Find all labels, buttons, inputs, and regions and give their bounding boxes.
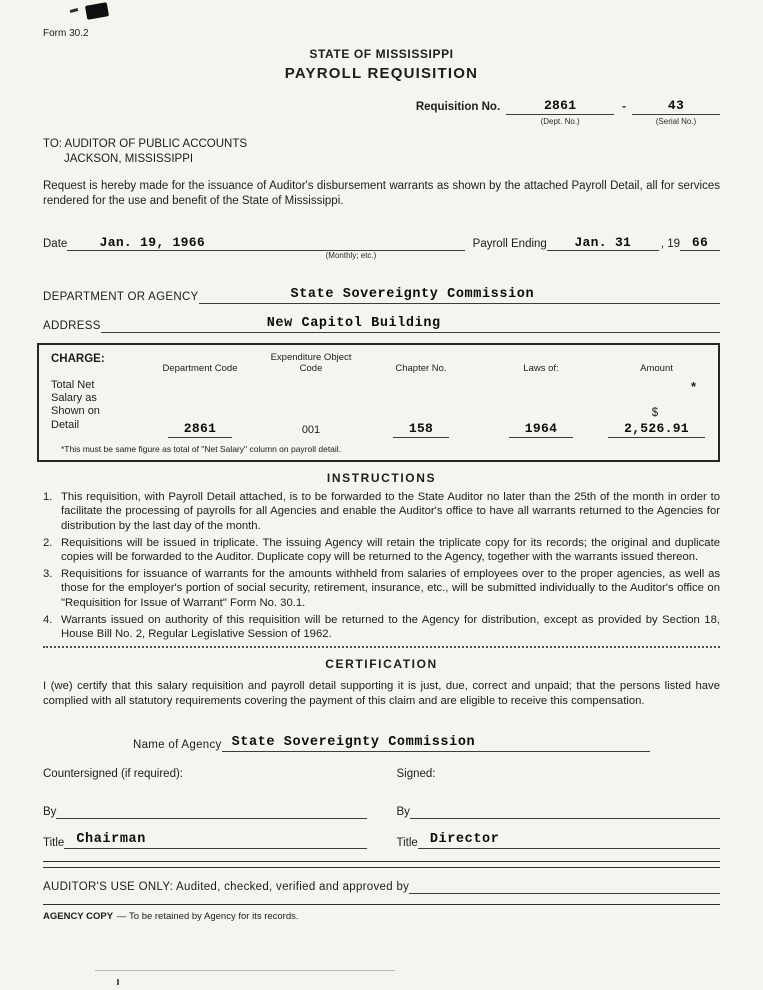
title-row	[43, 832, 720, 849]
dept-no-field	[506, 98, 614, 127]
expenditure-code-value: 001	[301, 424, 321, 437]
payroll-ending-value: Jan. 31	[574, 235, 632, 251]
title-right-value: Director	[429, 832, 500, 848]
by-left	[43, 802, 367, 819]
address-row	[43, 316, 720, 333]
scan-artifact-bottom-line	[95, 970, 395, 971]
monthly-caption: (Monthly; etc.)	[325, 251, 377, 261]
dept-code-cell	[145, 393, 255, 438]
instruction-3-number: 3.	[43, 568, 53, 581]
request-paragraph: Request is hereby made for the issuance of Auditor's disbursement warrants as shown by the attached Payroll Detail, all for services rendered for the use and benefit of the State of Mississippi.	[43, 179, 720, 208]
instruction-item-4	[43, 613, 720, 641]
date-value: Jan. 19, 1966	[99, 235, 205, 251]
payroll-ending-field	[547, 235, 659, 251]
date-field	[67, 235, 237, 251]
charge-box	[37, 343, 720, 462]
instruction-1-number: 1.	[43, 491, 53, 504]
requisition-no-separator: -	[622, 101, 626, 113]
instruction-2-number: 2.	[43, 536, 53, 549]
serial-no-field	[632, 98, 720, 127]
chapter-no-value: 158	[393, 421, 449, 438]
by-left-line	[56, 802, 366, 819]
signed-label: Signed:	[396, 768, 436, 781]
by-right-line	[410, 802, 720, 819]
column-header-chapter-no: Chapter No.	[395, 363, 447, 375]
bottom-rule	[43, 904, 720, 905]
by-row	[43, 802, 720, 819]
laws-of-cell	[477, 393, 605, 438]
monthly-fill-line	[237, 235, 464, 261]
title-right-field	[418, 832, 720, 849]
amount-value: 2,526.91	[608, 421, 705, 438]
instruction-4-text: Warrants issued on authority of this requisition will be returned to the Agency for distribution, except as provided by Section 18, House Bill No. 2, Regular Legislative Session of 1962.	[61, 613, 720, 641]
column-header-laws-of: Laws of:	[523, 363, 559, 375]
title-left-label: Title	[43, 837, 65, 850]
requisition-no-label: Requisition No.	[415, 101, 501, 113]
agency-copy-label: AGENCY COPY	[43, 911, 114, 923]
department-agency-label: DEPARTMENT OR AGENCY	[43, 291, 199, 304]
chapter-no-cell	[367, 393, 475, 438]
dept-no-value: 2861	[543, 98, 577, 113]
instruction-2-text: Requisitions will be issued in triplicate. The issuing Agency will retain the triplicate copy for its records; the original and duplicate copies will be forwarded to the Auditor. Duplicate copy will be returned to the Agency, together with the warrants issued thereon.	[61, 536, 720, 563]
agency-copy-text: — To be retained by Agency for its records.	[117, 911, 299, 923]
department-agency-row	[43, 287, 720, 304]
form-number: Form 30.2	[43, 28, 89, 39]
countersigned-label: Countersigned (if required):	[43, 768, 183, 781]
title-left-field	[64, 832, 366, 849]
scan-artifact-top	[85, 2, 109, 20]
name-of-agency-field	[222, 735, 650, 752]
total-net-salary-label	[51, 379, 143, 438]
year-value: 66	[691, 235, 709, 251]
total-net-label-line-3: Shown on	[51, 405, 100, 418]
name-of-agency-row	[133, 735, 650, 752]
year-field	[680, 235, 720, 251]
title-left-value: Chairman	[76, 832, 146, 848]
instruction-1-text: This requisition, with Payroll Detail attached, is to be forwarded to the State Auditor no later than the 25th of the month in order to facilitate the processing of payrolls for all Agencies and enable the Auditor's office to have all warrants returned to the Agencies for distribution by the last day of the month.	[61, 491, 720, 532]
auditors-use-row	[43, 877, 720, 894]
name-of-agency-label: Name of Agency	[133, 739, 222, 752]
auditors-use-label: AUDITOR'S USE ONLY: Audited, checked, verified and approved by	[43, 881, 410, 894]
serial-no-caption: (Serial No.)	[655, 117, 697, 126]
amount-asterisk: *	[690, 379, 696, 395]
certification-title: CERTIFICATION	[325, 657, 438, 672]
total-net-label-line-2: Salary as	[51, 392, 97, 405]
instructions-title: INSTRUCTIONS	[326, 471, 437, 486]
address-field	[101, 316, 720, 333]
double-rule	[43, 861, 720, 868]
dollar-sign: $	[651, 407, 659, 420]
instruction-item-3	[43, 567, 720, 610]
agency-copy-footer	[43, 911, 720, 922]
department-agency-field	[199, 287, 720, 304]
address-label: ADDRESS	[43, 320, 101, 333]
name-of-agency-value: State Sovereignty Commission	[231, 735, 476, 751]
instruction-3-text: Requisitions for issuance of warrants for the amounts withheld from salaries of employees over to the proper agencies, as well as those for the employer's portion of social security, retirement, insurance, etc., will be submitted individually to the Auditor's office on "Requisition for Issue of Warrant" Form No. 30.1.	[61, 568, 720, 609]
total-net-label-line-4: Detail	[51, 418, 80, 431]
form-title: PAYROLL REQUISITION	[284, 65, 479, 82]
scan-artifact-bottom-tick	[117, 979, 119, 985]
title-left	[43, 832, 367, 849]
dept-no-caption: (Dept. No.)	[540, 117, 580, 126]
title-right-label: Title	[396, 837, 418, 850]
column-header-expenditure-object-code	[257, 353, 365, 375]
dept-code-value: 2861	[168, 421, 232, 438]
address-value: New Capitol Building	[266, 316, 441, 332]
by-right-label: By	[396, 806, 410, 819]
addressee-block	[43, 137, 720, 167]
instruction-4-number: 4.	[43, 613, 53, 626]
amount-cell	[607, 375, 706, 438]
requisition-number-row	[43, 98, 720, 127]
payroll-ending-label: Payroll Ending	[472, 238, 547, 251]
by-left-label: By	[43, 806, 57, 819]
serial-no-value: 43	[667, 98, 685, 113]
title-right	[397, 832, 721, 849]
state-title: STATE OF MISSISSIPPI	[309, 47, 454, 61]
signature-headers-row	[43, 768, 720, 780]
year-prefix: , 19	[660, 238, 680, 251]
charge-title: CHARGE:	[51, 353, 105, 366]
date-row	[43, 235, 720, 263]
column-header-department-code: Department Code	[162, 363, 238, 375]
addressee-to-line: TO: AUDITOR OF PUBLIC ACCOUNTS	[43, 138, 248, 150]
instruction-item-1	[43, 490, 720, 533]
column-header-amount: Amount	[640, 363, 673, 375]
charge-grid	[51, 353, 706, 438]
instruction-item-2	[43, 536, 720, 564]
department-agency-value: State Sovereignty Commission	[290, 287, 535, 303]
instructions-list	[43, 490, 720, 641]
expenditure-code-cell	[257, 394, 365, 438]
section-divider	[43, 646, 720, 648]
total-net-label-line-1: Total Net	[51, 379, 95, 392]
scan-artifact-top-small	[70, 8, 79, 13]
column-header-expenditure-object-code-text: Expenditure Object Code	[270, 352, 352, 375]
by-right	[397, 802, 721, 819]
certification-paragraph: I (we) certify that this salary requisition and payroll detail supporting it is just, due, correct and unpaid; that the persons listed have complied with all statutory requirements covering the payment of this claim and are eligible to receive this compensation.	[43, 680, 720, 708]
charge-footnote: *This must be same figure as total of "Net Salary" column on payroll detail.	[61, 444, 342, 455]
date-label: Date	[43, 238, 68, 251]
addressee-city-line: JACKSON, MISSISSIPPI	[64, 152, 194, 165]
laws-of-value: 1964	[509, 421, 573, 438]
auditors-fill-line	[409, 877, 720, 894]
